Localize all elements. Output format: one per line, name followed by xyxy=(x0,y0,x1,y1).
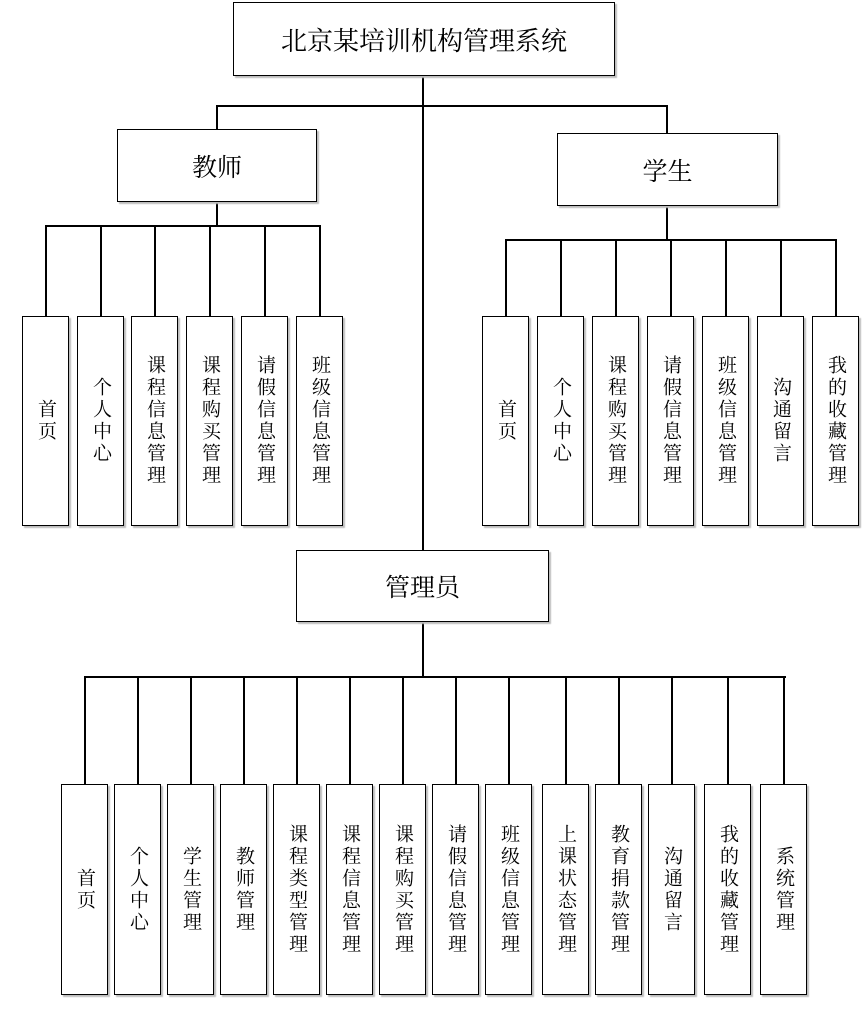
admin-item-box xyxy=(760,784,807,995)
admin-item-label: 课程购买管理 xyxy=(392,823,414,956)
connector-to-student xyxy=(666,105,668,134)
student-item-connector xyxy=(560,239,562,316)
student-item-connector xyxy=(615,239,617,316)
teacher-item-label: 请假信息管理 xyxy=(254,355,276,487)
teacher-item-connector xyxy=(209,225,211,316)
admin-item-box xyxy=(542,784,589,995)
admin-item-connector xyxy=(296,676,298,784)
admin-item-connector xyxy=(349,676,351,784)
admin-label: 管理员 xyxy=(384,573,460,602)
teacher-item-label: 个人中心 xyxy=(90,377,112,465)
connector-teacher-down xyxy=(216,201,218,226)
student-item-connector xyxy=(835,239,837,316)
teacher-item-connector xyxy=(100,225,102,316)
student-item-label: 我的收藏管理 xyxy=(825,355,847,487)
teacher-node xyxy=(117,129,317,202)
admin-item-label: 班级信息管理 xyxy=(498,823,520,956)
student-item-box xyxy=(537,316,584,526)
teacher-item-connector xyxy=(154,225,156,316)
admin-item-connector xyxy=(243,676,245,784)
student-item-box xyxy=(702,316,749,526)
teacher-item-label: 课程购买管理 xyxy=(199,355,221,487)
admin-item-label: 课程信息管理 xyxy=(339,823,361,956)
admin-item-label: 首页 xyxy=(74,867,96,912)
teacher-item-connector xyxy=(45,225,47,316)
student-item-connector xyxy=(780,239,782,316)
admin-item-connector xyxy=(402,676,404,784)
student-item-box xyxy=(812,316,859,526)
student-item-box xyxy=(482,316,529,526)
admin-item-box xyxy=(114,784,161,995)
admin-node xyxy=(296,550,549,622)
student-label: 学生 xyxy=(642,156,693,186)
student-node xyxy=(557,133,778,206)
teacher-item-box xyxy=(22,316,69,526)
connector-to-teacher xyxy=(216,105,218,130)
student-item-label: 沟通留言 xyxy=(770,377,792,465)
student-item-label: 班级信息管理 xyxy=(715,355,737,487)
connector-student-down xyxy=(666,205,668,240)
student-item-box xyxy=(647,316,694,526)
admin-item-connector xyxy=(727,676,729,784)
admin-item-box xyxy=(432,784,479,995)
admin-item-connector xyxy=(190,676,192,784)
admin-item-label: 沟通留言 xyxy=(661,845,683,934)
teacher-item-box xyxy=(131,316,178,526)
student-item-label: 请假信息管理 xyxy=(660,355,682,487)
admin-item-connector xyxy=(565,676,567,784)
student-item-label: 课程购买管理 xyxy=(605,355,627,487)
admin-item-connector xyxy=(618,676,620,784)
admin-item-label: 我的收藏管理 xyxy=(717,823,739,956)
connector-teacher-bus xyxy=(45,225,321,227)
teacher-item-connector xyxy=(319,225,321,316)
admin-item-box xyxy=(61,784,108,995)
student-item-label: 首页 xyxy=(495,399,517,443)
connector-to-admin xyxy=(422,105,424,551)
admin-item-label: 请假信息管理 xyxy=(445,823,467,956)
student-item-box xyxy=(757,316,804,526)
admin-item-label: 教育捐款管理 xyxy=(608,823,630,956)
admin-item-box xyxy=(167,784,214,995)
admin-item-connector xyxy=(84,676,86,784)
teacher-item-label: 班级信息管理 xyxy=(309,355,331,487)
admin-item-box xyxy=(485,784,532,995)
admin-item-box xyxy=(273,784,320,995)
connector-top-bus xyxy=(216,105,668,107)
connector-admin-down xyxy=(422,621,424,677)
student-item-connector xyxy=(725,239,727,316)
admin-item-label: 学生管理 xyxy=(180,845,202,934)
teacher-item-connector xyxy=(264,225,266,316)
admin-item-label: 个人中心 xyxy=(127,845,149,934)
admin-item-connector xyxy=(455,676,457,784)
admin-item-box xyxy=(220,784,267,995)
admin-item-box xyxy=(326,784,373,995)
admin-item-connector xyxy=(508,676,510,784)
teacher-label: 教师 xyxy=(191,152,242,182)
admin-item-box xyxy=(704,784,751,995)
teacher-item-box xyxy=(186,316,233,526)
admin-item-connector xyxy=(783,676,785,784)
admin-item-box xyxy=(379,784,426,995)
connector-root-down xyxy=(422,75,424,106)
admin-item-box xyxy=(648,784,695,995)
root-node xyxy=(233,2,615,76)
teacher-item-box xyxy=(77,316,124,526)
admin-item-connector xyxy=(671,676,673,784)
admin-item-label: 课程类型管理 xyxy=(286,823,308,956)
root-label: 北京某培训机构管理系统 xyxy=(280,26,567,57)
admin-item-label: 教师管理 xyxy=(233,845,255,934)
student-item-connector xyxy=(505,239,507,316)
admin-item-connector xyxy=(137,676,139,784)
teacher-item-box xyxy=(241,316,288,526)
admin-item-box xyxy=(595,784,642,995)
admin-item-label: 系统管理 xyxy=(773,845,795,934)
student-item-connector xyxy=(670,239,672,316)
student-item-box xyxy=(592,316,639,526)
student-item-label: 个人中心 xyxy=(550,377,572,465)
teacher-item-label: 课程信息管理 xyxy=(144,355,166,487)
admin-item-label: 上课状态管理 xyxy=(555,823,577,956)
teacher-item-label: 首页 xyxy=(35,399,57,443)
teacher-item-box xyxy=(296,316,343,526)
